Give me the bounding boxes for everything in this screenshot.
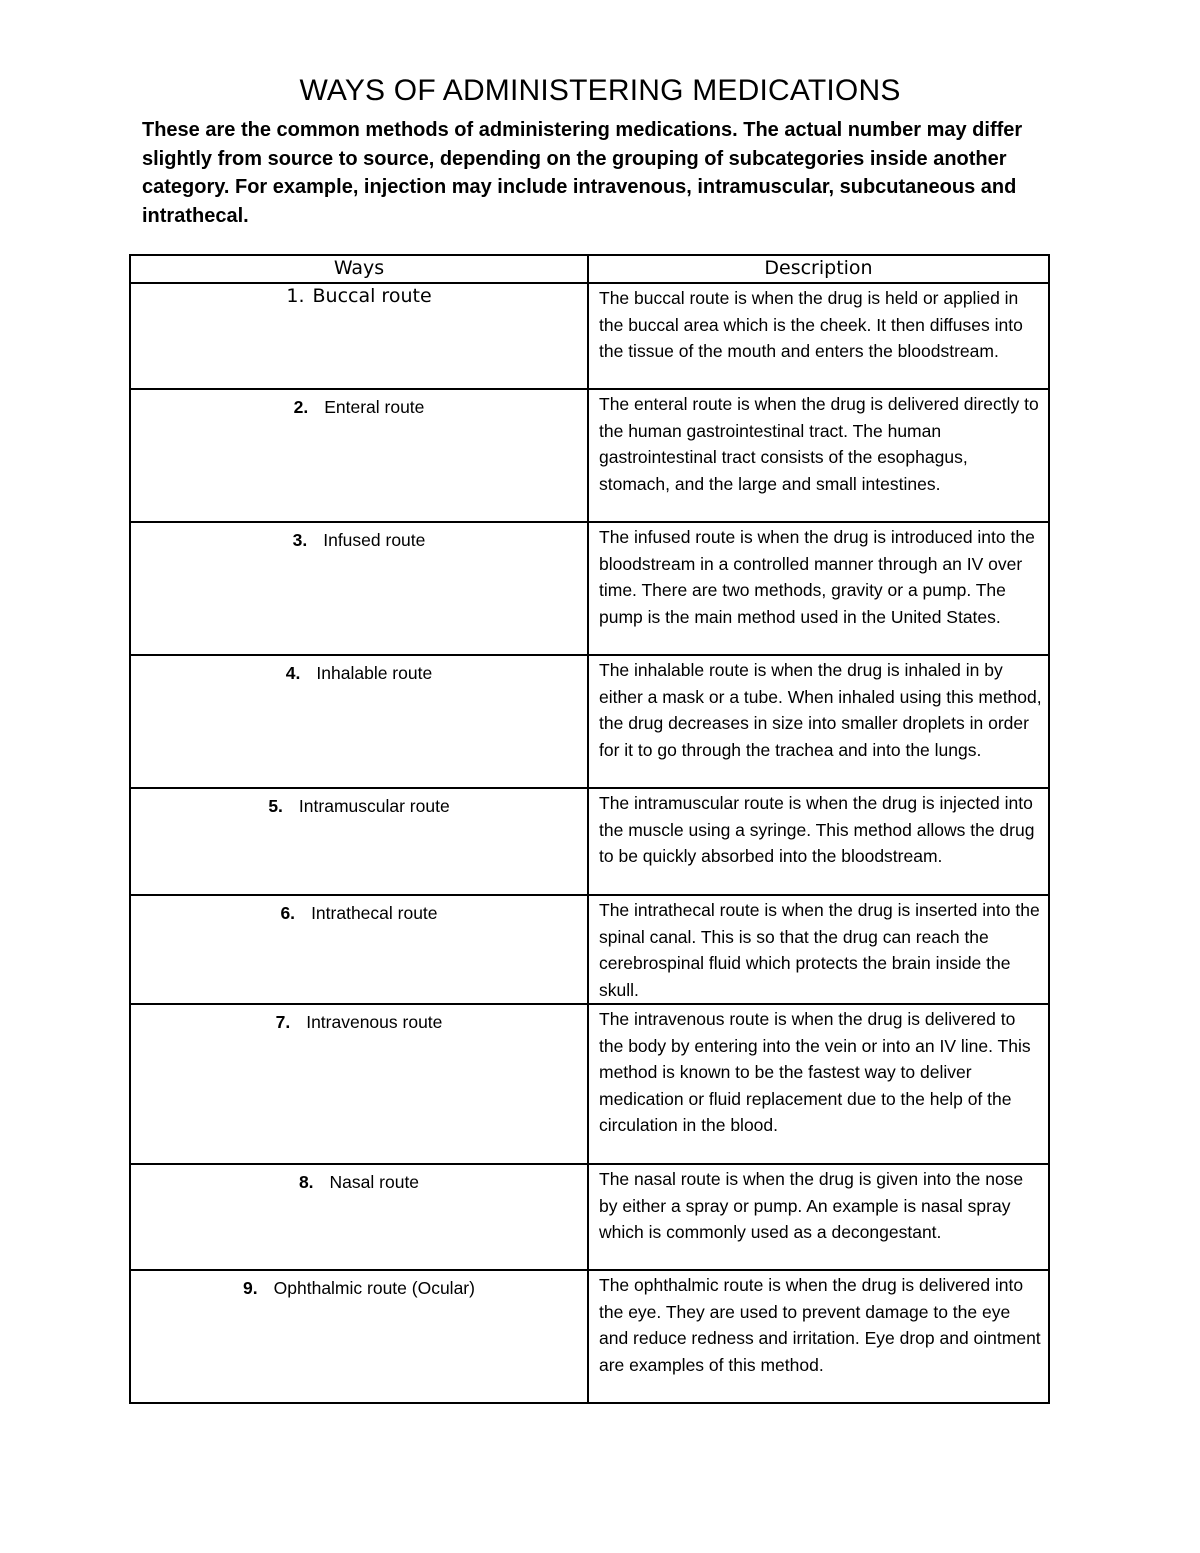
way-cell — [130, 1004, 588, 1164]
page-title: WAYS OF ADMINISTERING MEDICATIONS — [299, 74, 901, 107]
table-row — [130, 1164, 1049, 1270]
way-name: Intrathecal route — [311, 903, 438, 923]
description-cell: The intravenous route is when the drug is delivered to the body by entering into the vein or into an IV line. This method is known to be the fastest way to deliver medication or fluid replacement due to the help of the circulation in the blood. — [588, 1004, 1049, 1164]
way-cell — [130, 655, 588, 788]
header-description: Description — [588, 255, 1049, 283]
way-cell — [130, 283, 588, 389]
description-cell: The nasal route is when the drug is given into the nose by either a spray or pump. An example is nasal spray which is commonly used as a decongestant. — [588, 1164, 1049, 1270]
way-name: Ophthalmic route (Ocular) — [273, 1278, 475, 1298]
way-name: Inhalable route — [316, 663, 433, 683]
row-number: 8. — [298, 1172, 314, 1192]
table-row — [130, 655, 1049, 788]
row-number: 2. — [293, 397, 309, 417]
way-cell — [130, 522, 588, 655]
table-row — [130, 788, 1049, 895]
table-row — [130, 283, 1049, 389]
way-cell — [130, 1270, 588, 1403]
description-cell: The inhalable route is when the drug is inhaled in by either a mask or a tube. When inhaled using this method, the drug decreases in size into smaller droplets in order for it to go through the trachea and into the lungs. — [588, 655, 1049, 788]
description-cell: The intramuscular route is when the drug is injected into the muscle using a syringe. This method allows the drug to be quickly absorbed into the bloodstream. — [588, 788, 1049, 895]
way-cell — [130, 895, 588, 1004]
table-row — [130, 389, 1049, 522]
way-cell — [130, 1164, 588, 1270]
description-cell: The intrathecal route is when the drug is inserted into the spinal canal. This is so that the drug can reach the cerebrospinal fluid which protects the brain inside the skull. — [588, 895, 1049, 1004]
description-cell: The enteral route is when the drug is delivered directly to the human gastrointestinal tract. The human gastrointestinal tract consists of the esophagus, stomach, and the large and small intestines. — [588, 389, 1049, 522]
row-number: 1. — [286, 285, 305, 307]
table-row — [130, 895, 1049, 1004]
way-name: Intramuscular route — [298, 796, 450, 816]
way-cell — [130, 389, 588, 522]
way-name: Nasal route — [329, 1172, 420, 1192]
row-number: 9. — [243, 1278, 258, 1298]
row-number: 3. — [292, 530, 308, 550]
row-number: 6. — [280, 903, 296, 923]
description-cell: The infused route is when the drug is introduced into the bloodstream in a controlled manner through an IV over time. There are two methods, gravity or a pump. The pump is the main method used in the United States. — [588, 522, 1049, 655]
intro-paragraph: These are the common methods of administering medications. The actual number may differ slightly from source to source, depending on the grouping of subcategories inside another category. For example, injection may include intravenous, intramuscular, subcutaneous and intrathecal. — [142, 119, 1023, 227]
table-row — [130, 522, 1049, 655]
description-cell: The ophthalmic route is when the drug is delivered into the eye. They are used to prevent damage to the eye and reduce redness and irritation. Eye drop and ointment are examples of this method. — [588, 1270, 1049, 1403]
routes-table — [129, 254, 1050, 1404]
header-row — [130, 255, 1049, 283]
row-number: 7. — [275, 1012, 291, 1032]
row-number: 4. — [285, 663, 301, 683]
way-name: Infused route — [323, 530, 426, 550]
header-ways: Ways — [130, 255, 588, 283]
table-row — [130, 1004, 1049, 1164]
way-name: Buccal route — [312, 285, 432, 307]
way-name: Intravenous route — [306, 1012, 443, 1032]
way-cell — [130, 788, 588, 895]
table-row — [130, 1270, 1049, 1403]
way-name: Enteral route — [324, 397, 425, 417]
description-cell: The buccal route is when the drug is held or applied in the buccal area which is the cheek. It then diffuses into the tissue of the mouth and enters the bloodstream. — [588, 283, 1049, 389]
row-number: 5. — [268, 796, 283, 816]
